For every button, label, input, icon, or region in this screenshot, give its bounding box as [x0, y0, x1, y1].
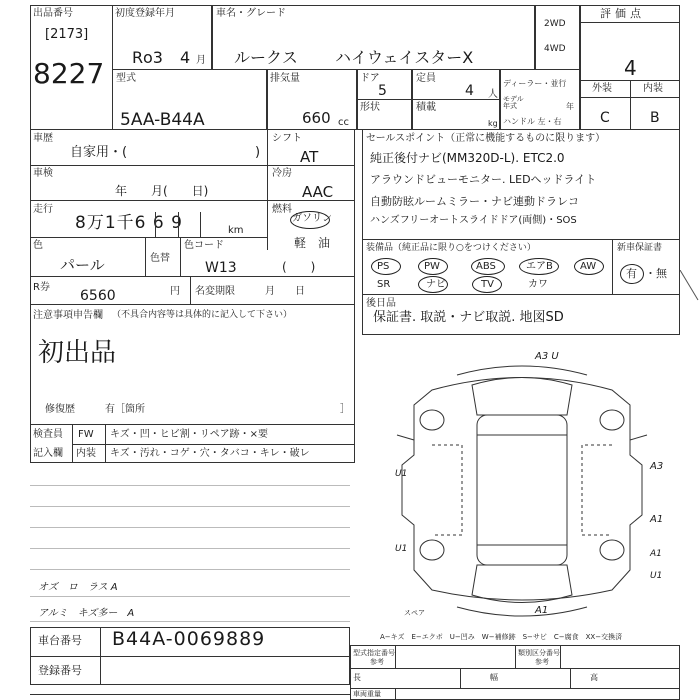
diagram-mark-left: U1	[395, 469, 408, 479]
color-change-label: 色替	[150, 253, 170, 264]
drive-cell	[535, 5, 580, 70]
inspection-label: 車検	[33, 168, 53, 179]
equip-ps-circle	[371, 258, 401, 275]
inspection-text: 年 月( 日)	[115, 184, 209, 198]
equip-airbag-circle	[519, 258, 559, 275]
equip-ps: PS	[377, 261, 390, 272]
model-value: 5AA-B44A	[120, 110, 205, 130]
class-number-label: 類別区分番号	[518, 649, 560, 657]
first-reg-month-unit: 月	[196, 55, 206, 66]
color-code-label: 色コード	[184, 240, 224, 251]
grade-score: 4	[624, 56, 637, 80]
diagram-mark-right-2: A1	[650, 514, 664, 525]
fuel-label: 燃料	[272, 204, 292, 215]
repair-label: 修復歴	[45, 404, 75, 415]
exterior-value: C	[600, 110, 610, 126]
warranty-yes: 有	[626, 267, 637, 280]
sales-line-4: ハンズフリーオートスライドドア(両側)・SOS	[370, 215, 577, 226]
notes-label: 注意事項申告欄	[33, 310, 103, 321]
car-grade: ハイウェイスターX	[335, 48, 474, 67]
car-name-label: 車名・グレード	[216, 8, 286, 19]
diagram-mark-left-2: U1	[395, 544, 408, 554]
interior-check-label: 内装	[76, 448, 96, 459]
equip-tv-circle	[472, 276, 502, 293]
capacity-unit: 人	[488, 89, 498, 100]
reg-label: 登録番号	[38, 664, 82, 677]
shift-value: AT	[300, 148, 319, 166]
lot-number-label: 出品番号	[33, 8, 73, 19]
diagram-mark-top: A3 U	[535, 351, 559, 362]
interior-label: 内装	[643, 83, 663, 94]
official-model-ref: 参考	[370, 658, 384, 666]
doors-value: 5	[378, 83, 387, 99]
equip-pw-circle	[418, 258, 448, 275]
diagram-mark-right-4: U1	[650, 571, 663, 581]
drive-4wd: 4WD	[544, 44, 566, 54]
mileage-unit: km	[228, 225, 244, 236]
spare-label: スペア	[404, 609, 425, 617]
inspector-note-1: オズ ロ ラス A	[38, 582, 118, 593]
first-reg-label: 初度登録年月	[115, 8, 175, 19]
equip-airbag: エアB	[526, 261, 553, 272]
recycle-unit: 円	[170, 286, 180, 297]
edge-mark	[680, 270, 700, 310]
exterior-label: 外装	[592, 83, 612, 94]
inspector-label: 検査員	[33, 429, 63, 440]
warranty-label: 新車保証書	[617, 243, 663, 253]
capacity-value: 4	[465, 83, 474, 99]
name-deadline-text: 月 日	[265, 286, 305, 297]
equip-leather: カワ	[528, 279, 548, 290]
length-label: 長	[353, 673, 361, 682]
capacity-label: 定員	[416, 73, 436, 84]
doors-label: ドア	[360, 73, 380, 84]
ac-label: 冷房	[272, 168, 292, 179]
sales-line-2: アラウンドビューモニター. LEDヘッドライト	[370, 173, 597, 186]
equip-sr: SR	[377, 279, 391, 290]
height-label: 高	[590, 673, 598, 682]
vehicle-weight-label: 車両重量	[353, 690, 381, 698]
equip-tv: TV	[481, 279, 494, 290]
shape-label: 形状	[360, 102, 380, 113]
lot-code: [2173]	[45, 27, 89, 42]
diagram-mark-right-3: A1	[650, 549, 662, 559]
equip-abs: ABS	[476, 261, 496, 272]
ac-value: AAC	[302, 183, 334, 201]
inspector-note-2: アルミ キズ多ー A	[38, 608, 135, 619]
sales-label: セールスポイント（正常に機能するものに限ります）	[366, 133, 606, 144]
mileage-value: 8万1千6 6 9	[75, 213, 183, 233]
model-label: 型式	[116, 73, 136, 84]
notes-sub: （不具合内容等は具体的に記入して下さい）	[112, 310, 293, 320]
first-reg-value: o3	[143, 48, 163, 67]
equip-aw-circle	[574, 258, 604, 275]
equip-aw: AW	[580, 261, 597, 272]
notes-value: 初出品	[38, 338, 117, 368]
color-label: 色	[33, 240, 43, 251]
repair-close: ］	[340, 404, 350, 415]
chassis-label: 車台番号	[38, 634, 82, 647]
color-code-value: W13	[205, 260, 237, 276]
width-label: 幅	[490, 673, 498, 682]
name-deadline-label: 名変期限	[195, 286, 235, 297]
damage-legend: A−キズ E−エクボ U−凹み W−補修跡 S−サビ C−腐食 XX−交換済	[380, 633, 623, 641]
dealer-label: ディーラー・並行	[503, 79, 567, 88]
load-label: 積載	[416, 102, 436, 113]
fuel-paren: ( )	[282, 260, 316, 274]
load-unit: kg	[488, 119, 498, 128]
diagram-mark-bottom: A1	[535, 605, 549, 616]
history-close: )	[255, 145, 261, 160]
displacement-unit: cc	[338, 117, 349, 128]
sales-line-3: 自動防眩ルームミラー・ナビ連動ドラレコ	[370, 195, 579, 208]
fuel-gasoline: ガソリン	[292, 213, 332, 224]
drive-2wd: 2WD	[544, 19, 566, 29]
later-value: 保証書. 取説・ナビ取説. 地図SD	[373, 310, 564, 325]
lot-number: 8227	[33, 57, 105, 90]
warranty-yes-circle	[620, 264, 644, 284]
car-name: ルークス	[234, 48, 298, 67]
shift-label: シフト	[272, 133, 302, 144]
color-value: パール	[60, 256, 105, 274]
history-label: 車歴	[33, 133, 53, 144]
displacement-value: 660	[302, 109, 331, 127]
model-year-label: モデル年式	[503, 95, 524, 110]
recycle-label: R券	[33, 282, 50, 293]
repair-value: 有［箇所	[105, 404, 145, 415]
equipment-label: 装備品（純正品に限り○をつけください）	[366, 243, 536, 253]
chassis-value: B44A-0069889	[112, 628, 266, 650]
equip-navi-circle	[418, 276, 448, 293]
interior-check-text: キズ・汚れ・コゲ・穴・タバコ・キレ・破レ	[110, 448, 310, 459]
later-label: 後日品	[366, 298, 396, 309]
warranty-no: ・無	[645, 267, 667, 280]
fw-text: キズ・凹・ヒビ割・リペア跡・×要	[110, 429, 268, 440]
interior-value: B	[650, 110, 660, 126]
mileage-label: 走行	[33, 204, 53, 215]
class-number-ref: 参考	[535, 658, 549, 666]
sales-line-1: 純正後付ナビ(MM320D-L). ETC2.0	[370, 151, 565, 165]
fw-label: FW	[78, 429, 94, 440]
displacement-label: 排気量	[270, 73, 300, 84]
first-reg-month: 4	[180, 48, 191, 67]
equip-navi: ナビ	[426, 279, 446, 290]
equip-pw: PW	[424, 261, 440, 272]
official-model-label: 型式指定番号	[353, 649, 395, 657]
history-value: 自家用・(	[70, 145, 128, 160]
equip-abs-circle	[471, 258, 505, 275]
grade-title: 評価点	[600, 7, 645, 20]
record-label: 記入欄	[33, 448, 63, 459]
recycle-value: 6560	[80, 288, 116, 304]
car-diagram	[362, 345, 680, 630]
handle-label: ハンドル 左・右	[503, 117, 562, 126]
model-year-unit: 年	[566, 102, 574, 111]
first-reg-era: R	[132, 48, 144, 67]
diagram-mark-right-1: A3	[650, 461, 664, 472]
fuel-light-oil: 軽 油	[294, 236, 331, 250]
